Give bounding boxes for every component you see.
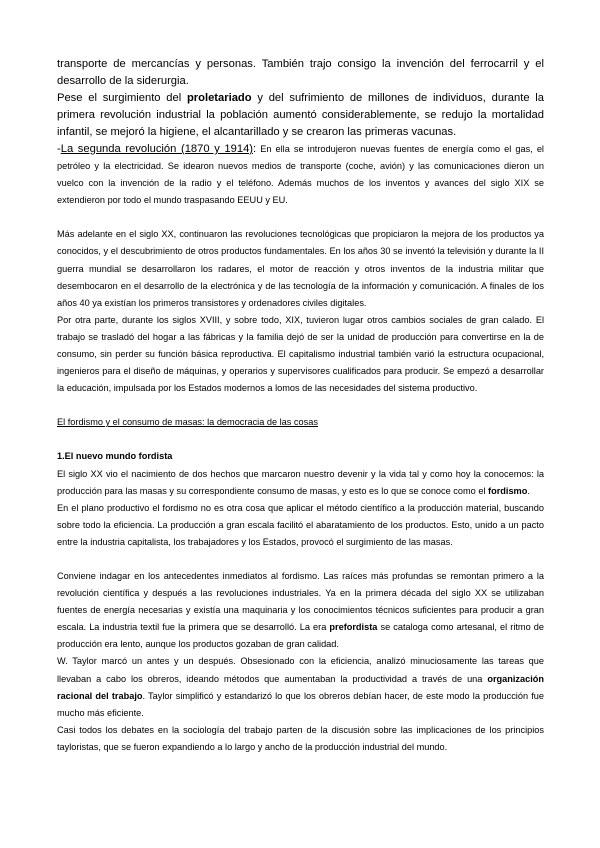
spacer <box>57 209 544 226</box>
spacer <box>57 397 544 414</box>
bold-term-fordismo: fordismo <box>488 485 528 496</box>
spacer <box>57 431 544 448</box>
paragraph-text: En ella se introdujeron nuevas fuentes de energía como el gas, el petróleo y la electricidad. Se idearon nuevos medios de transporte (coche, avión) y las comunicaciones dieron un vuelco con la invención de la radio y el teléfono. Además muchos de los inventos y avances del siglo XIX se extendieron por todo el mundo traspasando EEUU y EU. <box>57 144 544 206</box>
subsection-title: 1.El nuevo mundo fordista <box>57 451 173 462</box>
paragraph-text: Conviene indagar en los antecedentes inmediatos al fordismo. Las raíces más profundas se remontan primero a la revolución científica y después a las revoluciones industriales. Ya en la primera década del siglo XX se utilizaban fuentes de energía necesarias y existía una maquinaria y los conocimientos técnicos suficientes para producir a gran escala. La industria textil fue la primera que se desarrolló. La era <box>57 570 544 633</box>
heading-colon: : <box>253 143 257 155</box>
paragraph-plano-productivo <box>57 500 544 551</box>
list-dash: - <box>57 143 61 155</box>
paragraph-proletariado <box>57 90 544 141</box>
paragraph-siglo-xx <box>57 226 544 311</box>
section-title: El fordismo y el consumo de masas: la democracia de las cosas <box>57 417 318 428</box>
spacer <box>57 551 544 568</box>
segunda-revolucion-heading: La segunda revolución (1870 y 1914) <box>60 143 254 155</box>
paragraph-text: Casi todos los debates en la sociología del trabajo parten de la discusión sobre las implicaciones de los principios tayloristas, que se fueron expandiendo a lo largo y ancho de la producción industrial del mundo. <box>57 724 544 752</box>
paragraph-text: En el plano productivo el fordismo no es otra cosa que aplicar el método científico a la producción material, buscando sobre todo la eficiencia. La producción a gran escala facilitó el abaratamiento de los productos. Esto, unido a un pacto entre la industria capitalista, los trabajadores y los Estados, provocó el surgimiento de las masas. <box>57 502 544 547</box>
paragraph-debates <box>57 722 544 756</box>
paragraph-text: . <box>527 485 530 496</box>
bold-term-proletariado: proletariado <box>186 92 252 104</box>
paragraph-text: Por otra parte, durante los siglos XVIII, y sobre todo, XIX, tuvieron lugar otros cambios sociales de gran calado. El trabajo se trasladó del hogar a las fábricas y la familia dejó de ser la unidad de producción para convertirse en la de consumo, sin perder su función básica reproductiva. El capitalismo industrial también varió la estructura ocupacional, ingenieros para el diseño de máquinas, y operarios y supervisores cualificados para producir. Se empezó a desarrollar la educación, impulsada por los Estados modernos a lomos de las necesidades del sistema productivo. <box>57 314 544 394</box>
paragraph-text: El siglo XX vio el nacimiento de dos hechos que marcaron nuestro devenir y la vida tal y como hoy la conocemos: la producción para las masas y su correspondiente consumo de masas, y esto es lo que se conoce como el <box>57 468 544 496</box>
bold-term-organizacion: organización racional del trabajo <box>57 673 544 701</box>
paragraph-segunda-revolucion <box>57 141 544 209</box>
bold-term-prefordista: prefordista <box>329 622 378 633</box>
paragraph-text: Pese el surgimiento del <box>57 92 187 104</box>
paragraph-text: . Taylor simplificó y estandarizó lo que los obreros debían hacer, de este modo la producción fue mucho más eficiente. <box>57 690 545 718</box>
paragraph-cambios-sociales <box>57 312 544 397</box>
paragraph-antecedentes <box>57 568 544 653</box>
paragraph-text: transporte de mercancías y personas. También trajo consigo la invención del ferrocarril y el desarrollo de la siderurgia. <box>57 58 544 87</box>
paragraph-text: y del sufrimiento de millones de individuos, durante la primera revolución industrial la población aumentó considerablemente, se redujo la mortalidad infantil, se mejoró la higiene, el alcantarillado y se crearon las primeras vacunas. <box>57 92 544 138</box>
paragraph-fordismo-intro <box>57 466 544 500</box>
paragraph-transport <box>57 56 544 90</box>
paragraph-taylor <box>57 653 544 721</box>
document-page <box>57 56 544 756</box>
paragraph-text: W. Taylor marcó un antes y un después. Obsesionado con la eficiencia, analizó minuciosamente las tareas que llevaban a cabo los obreros, ideando métodos que aumentaban la productividad a través de una <box>57 656 544 684</box>
paragraph-text: Más adelante en el siglo XX, continuaron las revoluciones tecnológicas que propiciaron la mejora de los productos ya conocidos, y el descubrimiento de otros productos fundamentales. En los años 30 se inventó la televisión y durante la II guerra mundial se desarrollaron los radares, el motor de reacción y otros inventos de la industria militar que desembocaron en el desarrollo de la electrónica y de las tecnología de la información y comunicación. A finales de los años 40 ya existían los primeros transistores y ordenadores civiles digitales. <box>57 229 544 308</box>
paragraph-text: se cataloga como artesanal, el ritmo de producción era lento, aunque los productos gozaban de gran calidad. <box>57 622 544 650</box>
